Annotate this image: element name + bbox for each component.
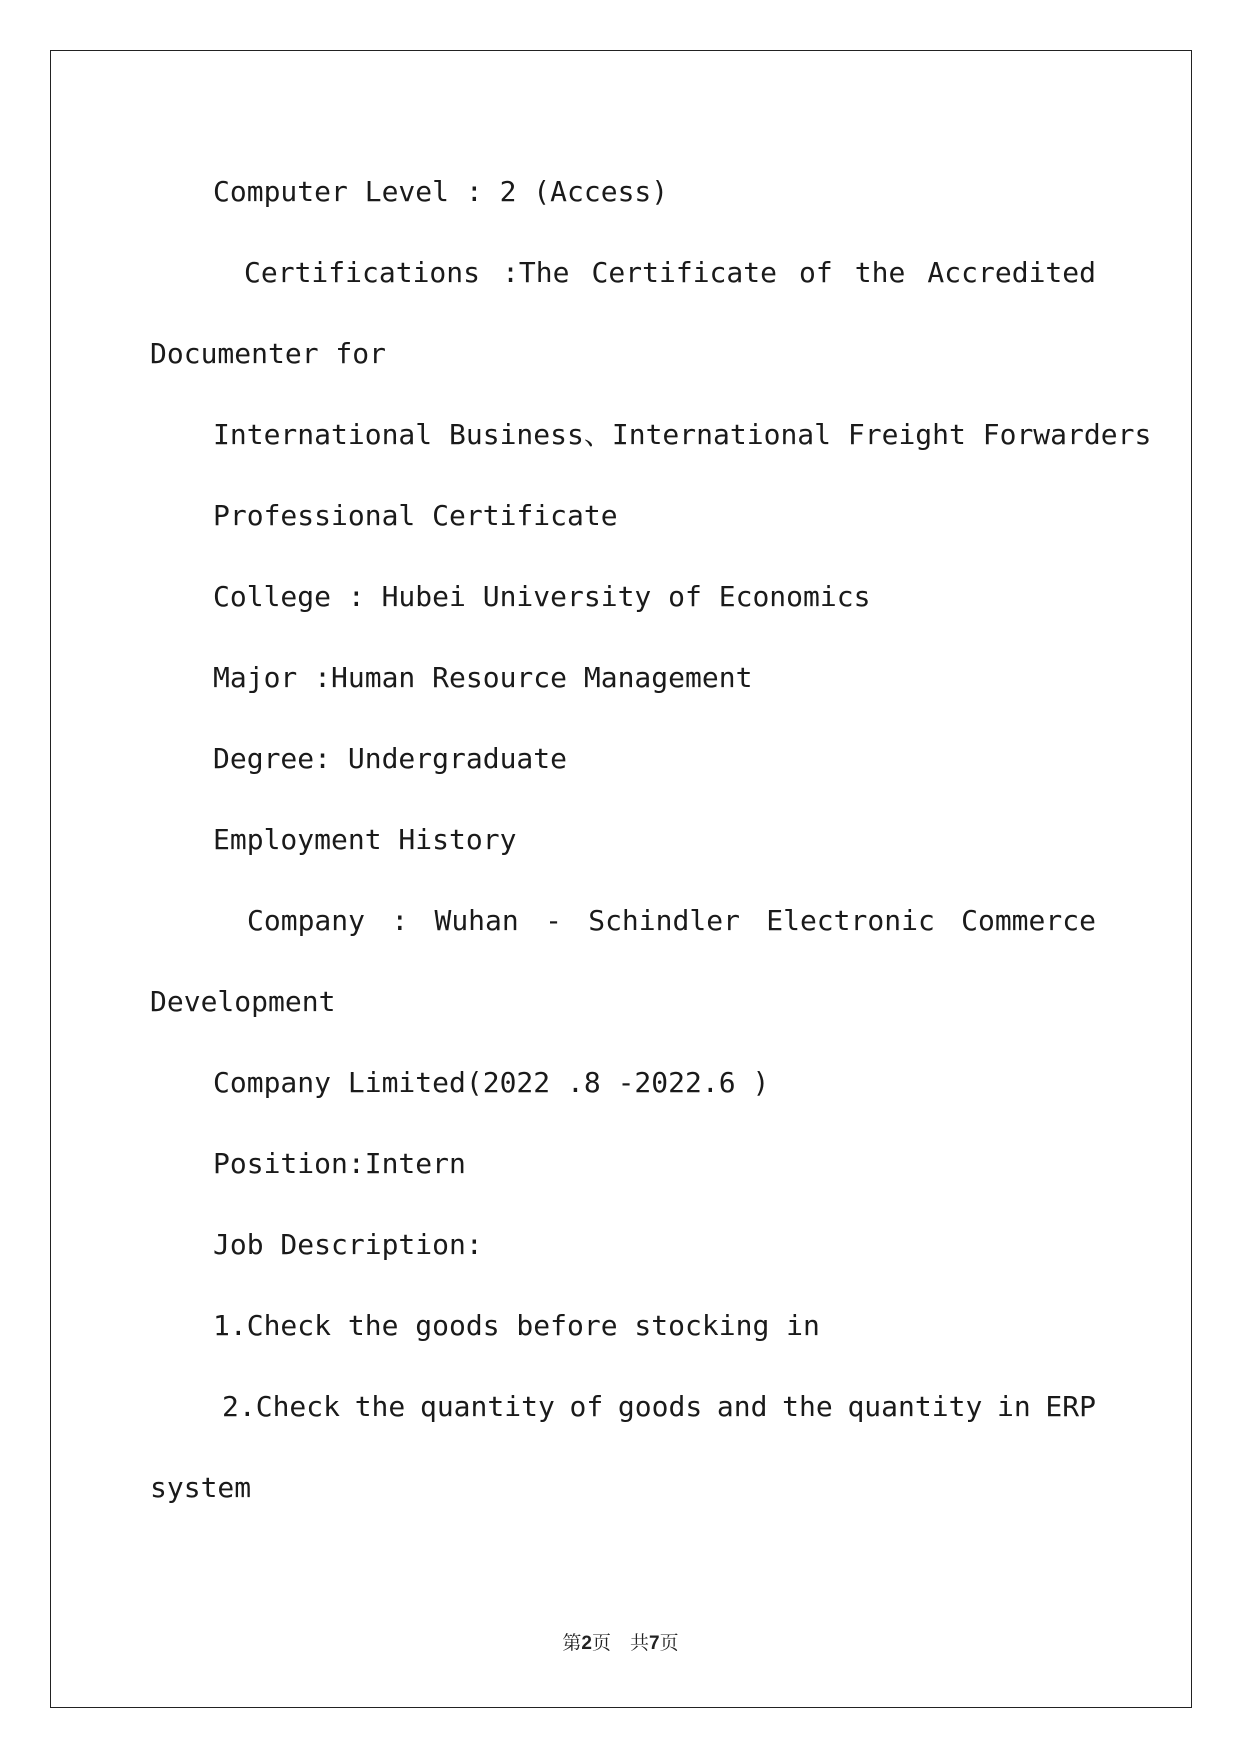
- word: of: [799, 256, 833, 289]
- text-line-certifications: [244, 255, 1096, 291]
- text-line-college: College : Hubei University of Economics: [213, 580, 871, 613]
- text-line-employment-history: Employment History: [213, 823, 517, 856]
- word: the: [854, 256, 906, 289]
- text-line-degree: Degree: Undergraduate: [213, 742, 568, 775]
- word: Electronic: [766, 904, 935, 937]
- page-frame: [50, 50, 1192, 1708]
- text-line-system: system: [150, 1471, 252, 1504]
- text-line-company: [247, 903, 1096, 939]
- text-line-position: Position:Intern: [213, 1147, 466, 1180]
- text-line-job-description: Job Description:: [213, 1228, 483, 1261]
- word: of: [569, 1390, 604, 1423]
- word: quantity: [419, 1390, 555, 1423]
- footer-suffix: 页: [659, 1632, 679, 1654]
- word: :The: [502, 256, 570, 289]
- text-line-major: Major :Human Resource Management: [213, 661, 753, 694]
- word: -: [545, 904, 562, 937]
- total-page-number: 7: [649, 1633, 660, 1654]
- text-line-professional-certificate: Professional Certificate: [213, 499, 618, 532]
- word: 2.Check: [222, 1390, 341, 1423]
- text-line-computer-level: Computer Level : 2 (Access): [213, 175, 669, 208]
- footer-mid: 页 共: [591, 1632, 649, 1654]
- word: the: [354, 1390, 406, 1423]
- word: Certifications: [244, 256, 481, 289]
- current-page-number: 2: [581, 1633, 592, 1654]
- word: Commerce: [961, 904, 1096, 937]
- page-number-footer: [0, 1628, 1241, 1655]
- word: :: [391, 904, 409, 937]
- word: quantity: [847, 1390, 983, 1423]
- text-line-international: International Business、International Freight Forwarders: [213, 418, 1152, 451]
- text-line-item-1: 1.Check the goods before stocking in: [213, 1309, 820, 1342]
- word: ERP: [1045, 1390, 1096, 1423]
- word: and: [716, 1390, 768, 1423]
- text-line-development: Development: [150, 985, 336, 1018]
- text-line-documenter: Documenter for: [150, 337, 387, 370]
- word: Schindler: [588, 904, 740, 937]
- footer-prefix: 第: [562, 1632, 582, 1654]
- word: Certificate: [591, 256, 777, 289]
- word: Wuhan: [434, 904, 519, 937]
- word: the: [782, 1390, 833, 1423]
- word: Accredited: [927, 256, 1096, 289]
- word: in: [996, 1390, 1031, 1423]
- text-line-company-limited: Company Limited(2022 .8 -2022.6 ): [213, 1066, 770, 1099]
- word: goods: [617, 1390, 703, 1423]
- word: Company: [247, 904, 366, 937]
- text-line-item-2: [222, 1389, 1096, 1425]
